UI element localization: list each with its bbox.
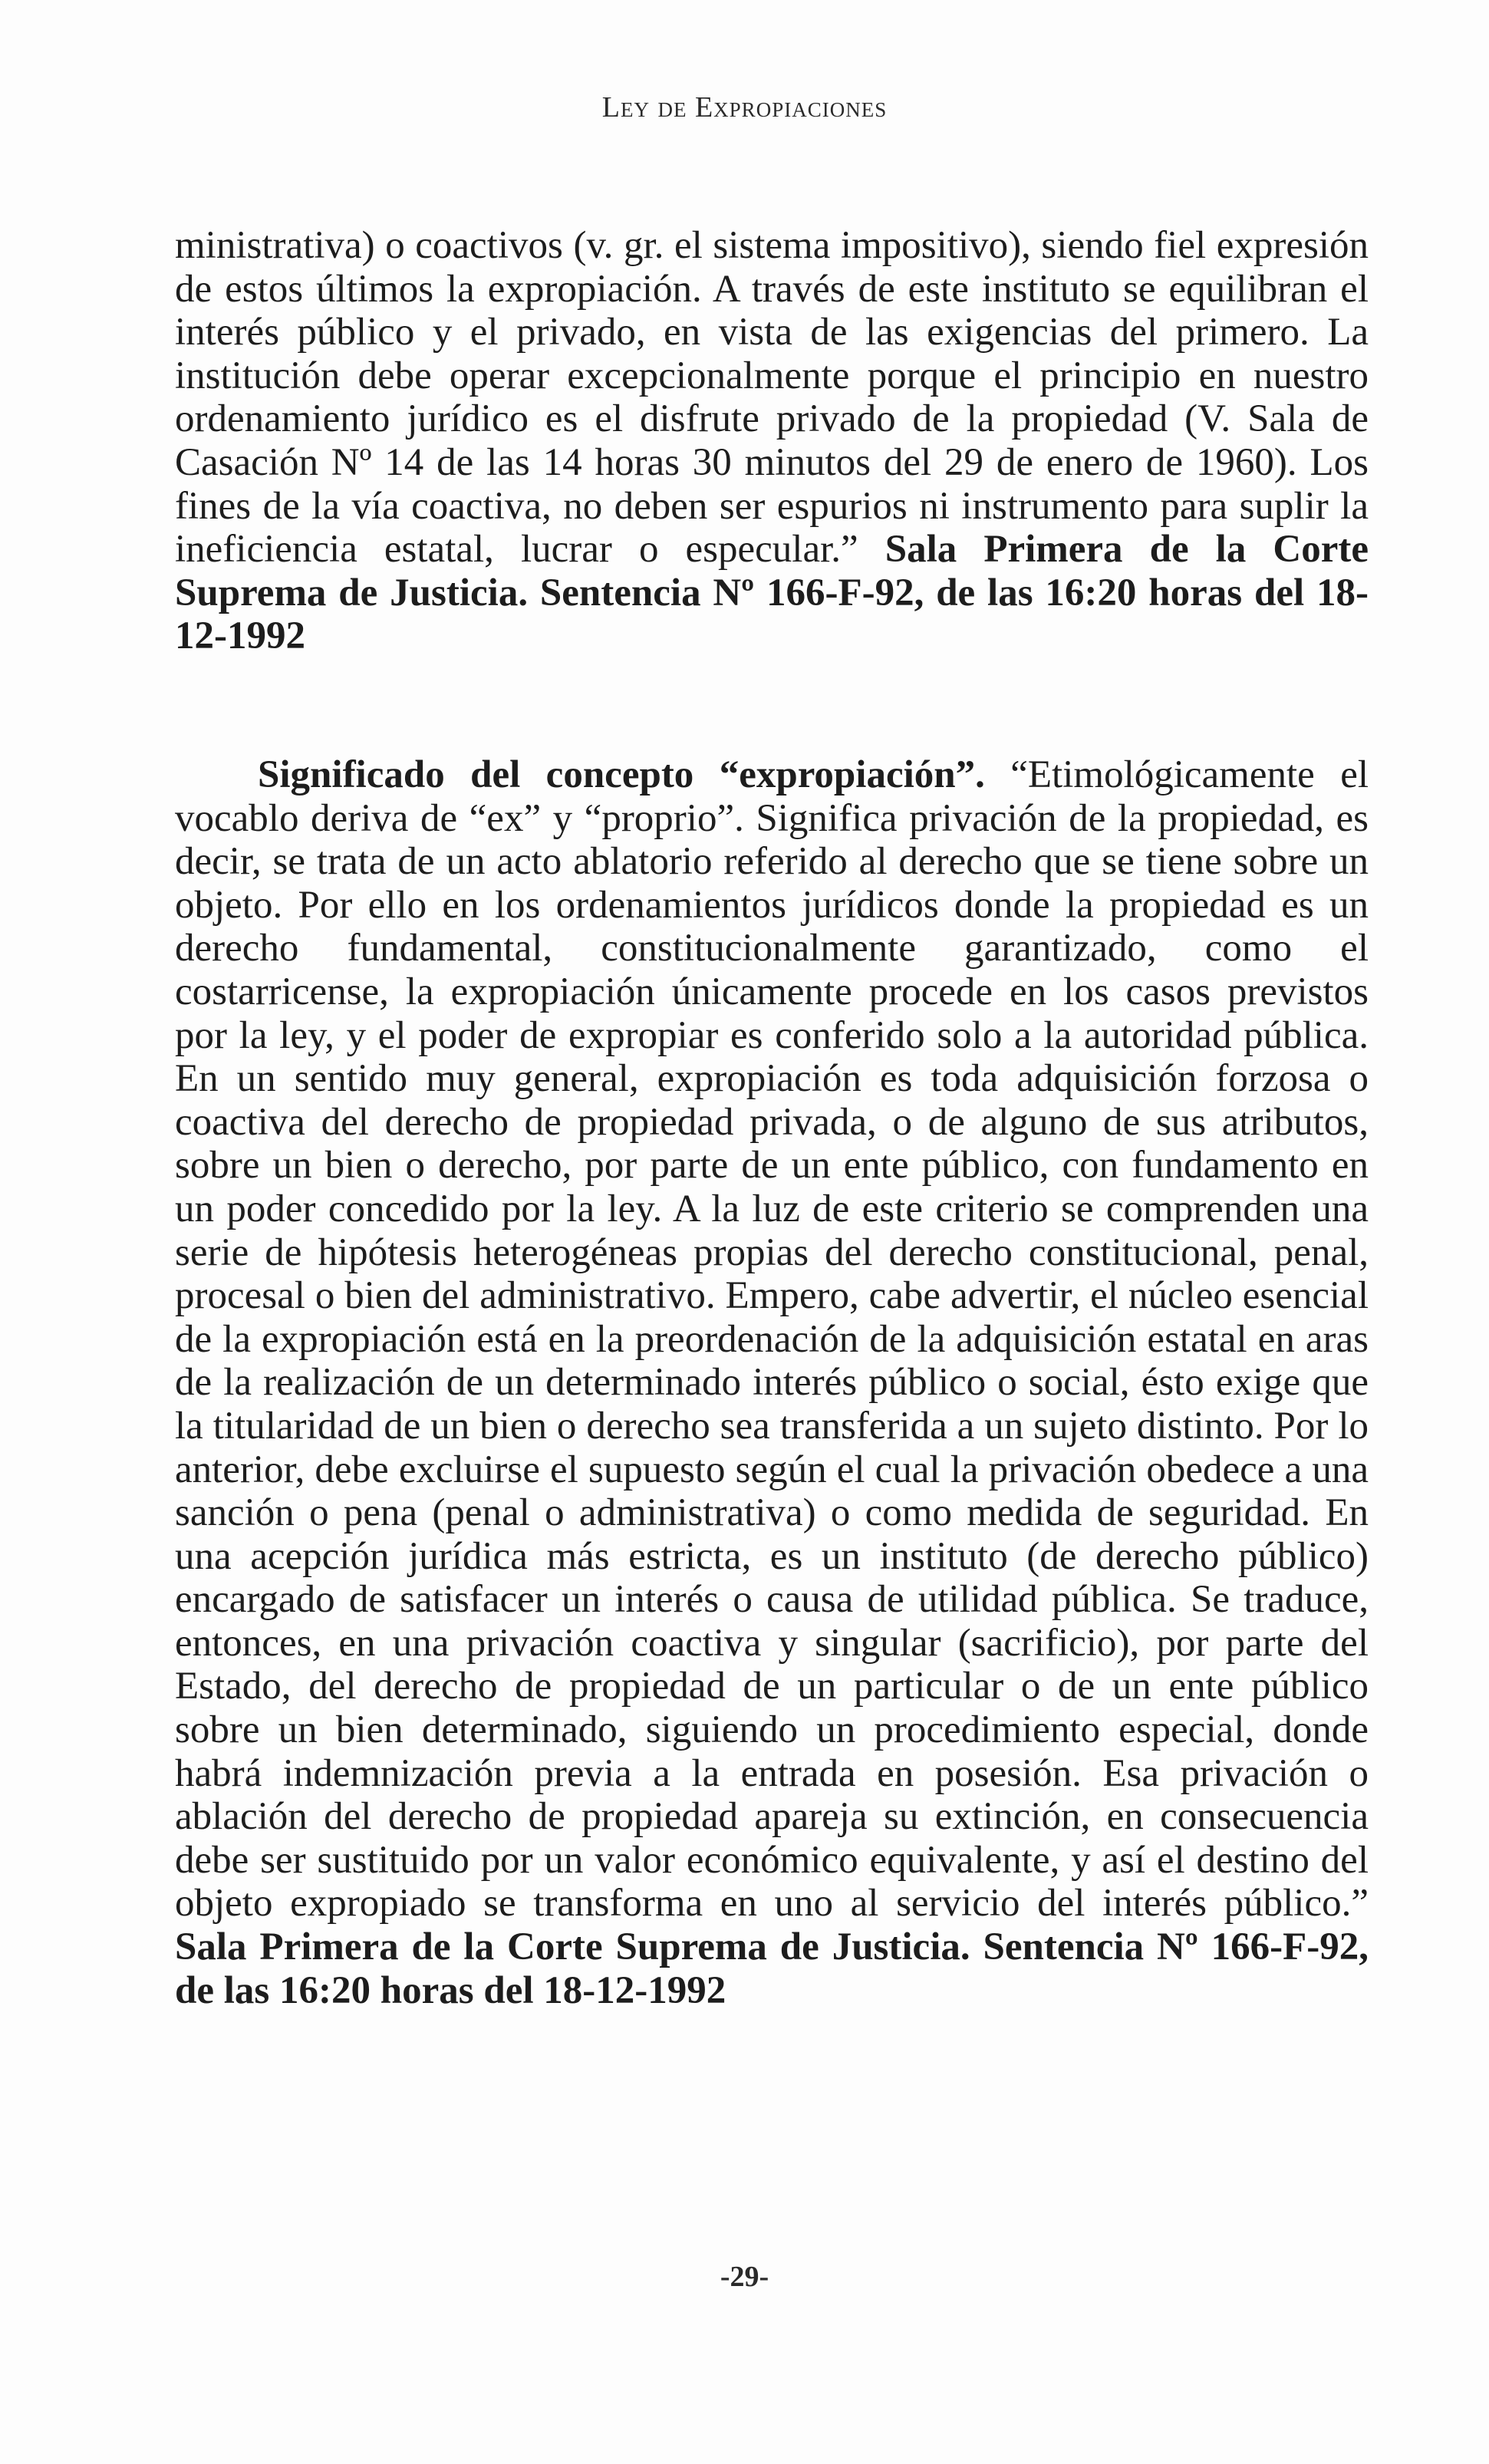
- paragraph-expropiacion-definition: [175, 753, 1369, 2012]
- court-citation: Sala Primera de la Corte Suprema de Justicia. Sentencia Nº 166-F-92, de las 16:20 horas del 18-12-1992: [175, 1925, 1369, 2012]
- paragraph-text: “Etimológicamente el vocablo deriva de “ex” y “proprio”. Significa privación de la propiedad, es decir, se trata de un acto ablatorio referido al derecho que se tiene sobre un objeto. Por ello en los ordenamientos jurídicos donde la propiedad es un derecho fundamental, constitucionalmente garantizado, como el costarricense, la expropiación únicamente procede en los casos previstos por la ley, y el poder de expropiar es conferido solo a la autoridad pública. En un sentido muy general, expropiación es toda adquisición forzosa o coactiva del derecho de propiedad privada, o de alguno de sus atributos, sobre un bien o derecho, por parte de un ente público, con fundamento en un poder concedido por la ley. A la luz de este criterio se comprenden una serie de hipótesis heterogéneas propias del derecho constitucional, penal, procesal o bien del administrativo. Empero, cabe advertir, el núcleo esencial de la expropiación está en la preordenación de la adquisición estatal en aras de la realización de un determinado interés público o social, ésto exige que la titularidad de un bien o derecho sea transferida a un sujeto distinto. Por lo anterior, debe excluirse el supuesto según el cual la privación obedece a una sanción o pena (penal o administrativa) o como medida de seguridad. En una acepción jurídica más estricta, es un instituto (de derecho público) encargado de satisfacer un interés o causa de utilidad pública. Se traduce, entonces, en una privación coactiva y singular (sacrificio), por parte del Estado, del derecho de propiedad de un particular o de un ente público sobre un bien determinado, siguiendo un procedimiento especial, donde habrá indemnización previa a la entrada en posesión. Esa privación o ablación del derecho de propiedad apareja su extinción, en consecuencia debe ser sustituido por un valor económico equivalente, y así el destino del objeto expropiado se transforma en uno al servicio del interés público.”: [175, 753, 1369, 1925]
- page-number: -29-: [720, 2261, 769, 2293]
- paragraph-continuation: [175, 224, 1369, 658]
- running-header: Ley de Expropiaciones: [601, 91, 888, 124]
- paragraph-text: ministrativa) o coactivos (v. gr. el sistema impositivo), siendo fiel expresión de estos últimos la expropiación. A través de este instituto se equilibran el interés público y el privado, en vista de las exigencias del primero. La institución debe operar excepcionalmente porque el principio en nuestro ordenamiento jurídico es el disfrute privado de la propiedad (V. Sala de Casación Nº 14 de las 14 horas 30 minutos del 29 de enero de 1960). Los fines de la vía coactiva, no deben ser espurios ni instrumento para suplir la ineficiencia estatal, lucrar o especular.”: [175, 224, 1369, 572]
- paragraph-heading: Significado del concepto “expropiación”.: [258, 753, 985, 796]
- court-citation: Sala Primera de la Corte Suprema de Justicia. Sentencia Nº 166-F-92, de las 16:20 horas del 18-12-1992: [175, 528, 1369, 658]
